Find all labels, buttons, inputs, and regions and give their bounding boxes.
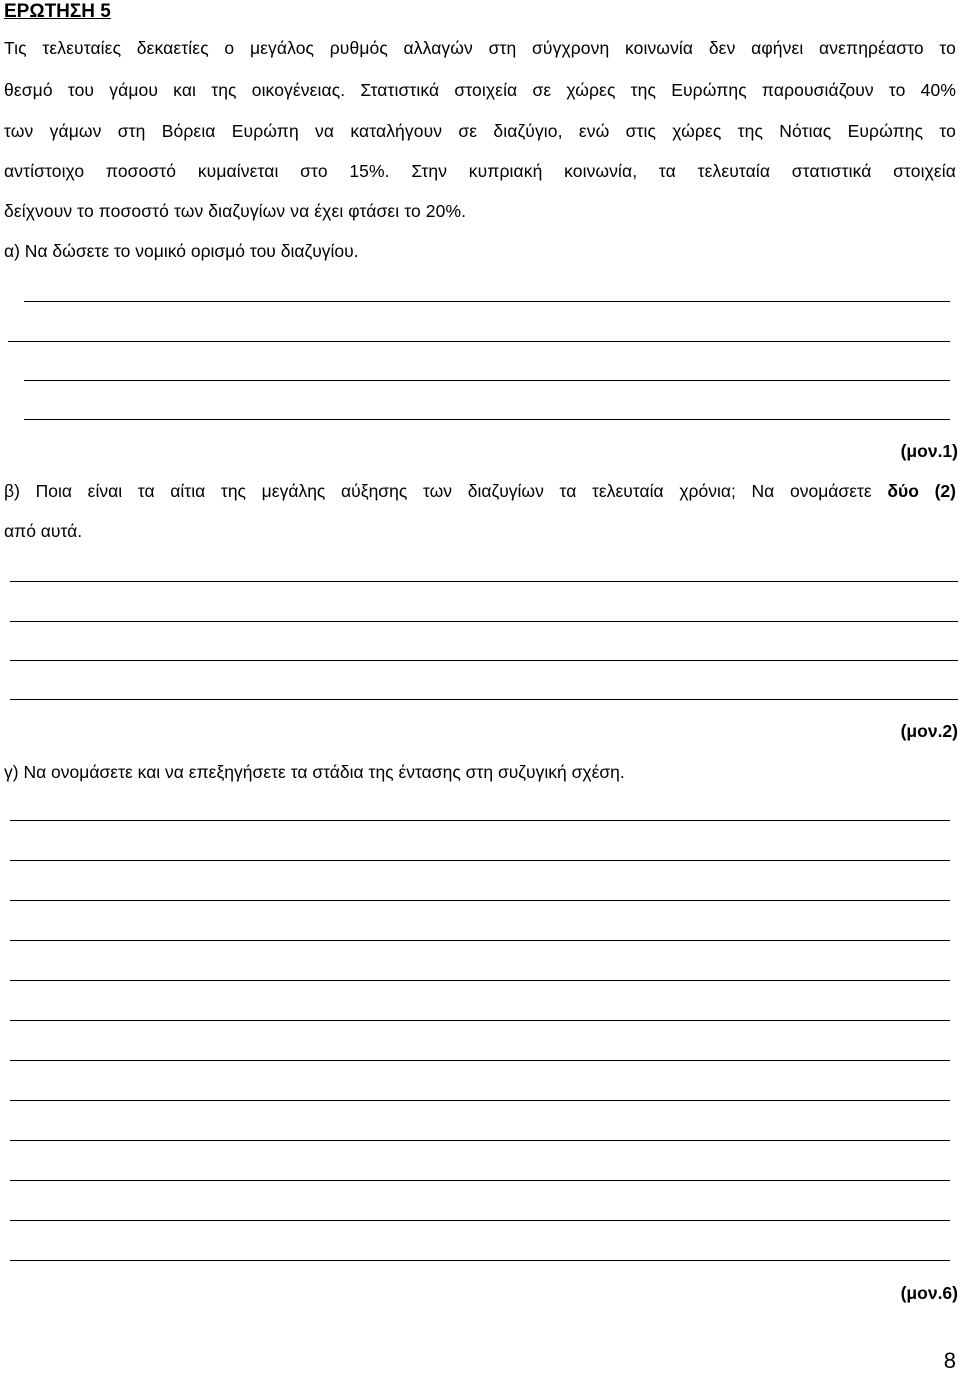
- intro-line: των γάμων στη Βόρεια Ευρώπη να καταλήγουν σε διαζύγιο, ενώ στις χώρες της Νότιας Ευρώπης το: [4, 121, 956, 141]
- answer-line[interactable]: [10, 660, 958, 661]
- answer-line[interactable]: [10, 1140, 950, 1141]
- answer-line[interactable]: [24, 419, 950, 420]
- marks-label-b: (μον.2): [900, 721, 958, 741]
- answer-line[interactable]: [24, 380, 950, 381]
- answer-line[interactable]: [10, 940, 950, 941]
- question-b-emphasis: δύο (2): [887, 481, 956, 501]
- page-number: 8: [943, 1348, 956, 1373]
- intro-line: Τις τελευταίες δεκαετίες ο μεγάλος ρυθμός αλλαγών στη σύγχρονη κοινωνία δεν αφήνει ανεπηρέαστο το: [4, 38, 956, 58]
- answer-line[interactable]: [24, 301, 950, 302]
- question-b-prompt-continued: από αυτά.: [4, 521, 83, 541]
- answer-line[interactable]: [10, 1060, 950, 1061]
- answer-line[interactable]: [10, 1100, 950, 1101]
- answer-line[interactable]: [10, 1220, 950, 1221]
- answer-line[interactable]: [10, 621, 958, 622]
- answer-line[interactable]: [10, 1180, 950, 1181]
- question-heading: ΕΡΩΤΗΣΗ 5: [4, 1, 111, 22]
- answer-line[interactable]: [8, 341, 950, 342]
- answer-line[interactable]: [10, 820, 950, 821]
- question-b-prompt: [4, 479, 956, 503]
- answer-line[interactable]: [10, 581, 958, 582]
- answer-line[interactable]: [10, 699, 958, 700]
- marks-label-c: (μον.6): [900, 1283, 958, 1303]
- question-b-text: β) Ποια είναι τα αίτια της μεγάλης αύξησης των διαζυγίων τα τελευταία χρόνια; Να ονομάσετε: [4, 481, 888, 501]
- answer-line[interactable]: [10, 1020, 950, 1021]
- intro-line: θεσμό του γάμου και της οικογένειας. Στατιστικά στοιχεία σε χώρες της Ευρώπης παρουσιάζουν το 40%: [4, 80, 956, 100]
- intro-line: δείχνουν το ποσοστό των διαζυγίων να έχει φτάσει το 20%.: [4, 201, 467, 221]
- marks-label-a: (μον.1): [900, 441, 958, 461]
- answer-line[interactable]: [10, 980, 950, 981]
- intro-line: αντίστοιχο ποσοστό κυμαίνεται στο 15%. Στην κυπριακή κοινωνία, τα τελευταία στατιστικά στοιχεία: [4, 161, 956, 181]
- answer-line[interactable]: [10, 860, 950, 861]
- question-c-prompt: γ) Να ονομάσετε και να επεξηγήσετε τα στάδια της έντασης στη συζυγική σχέση.: [4, 762, 625, 782]
- answer-line[interactable]: [10, 1260, 950, 1261]
- answer-line[interactable]: [10, 900, 950, 901]
- question-a-prompt: α) Να δώσετε το νομικό ορισμό του διαζυγίου.: [4, 241, 359, 261]
